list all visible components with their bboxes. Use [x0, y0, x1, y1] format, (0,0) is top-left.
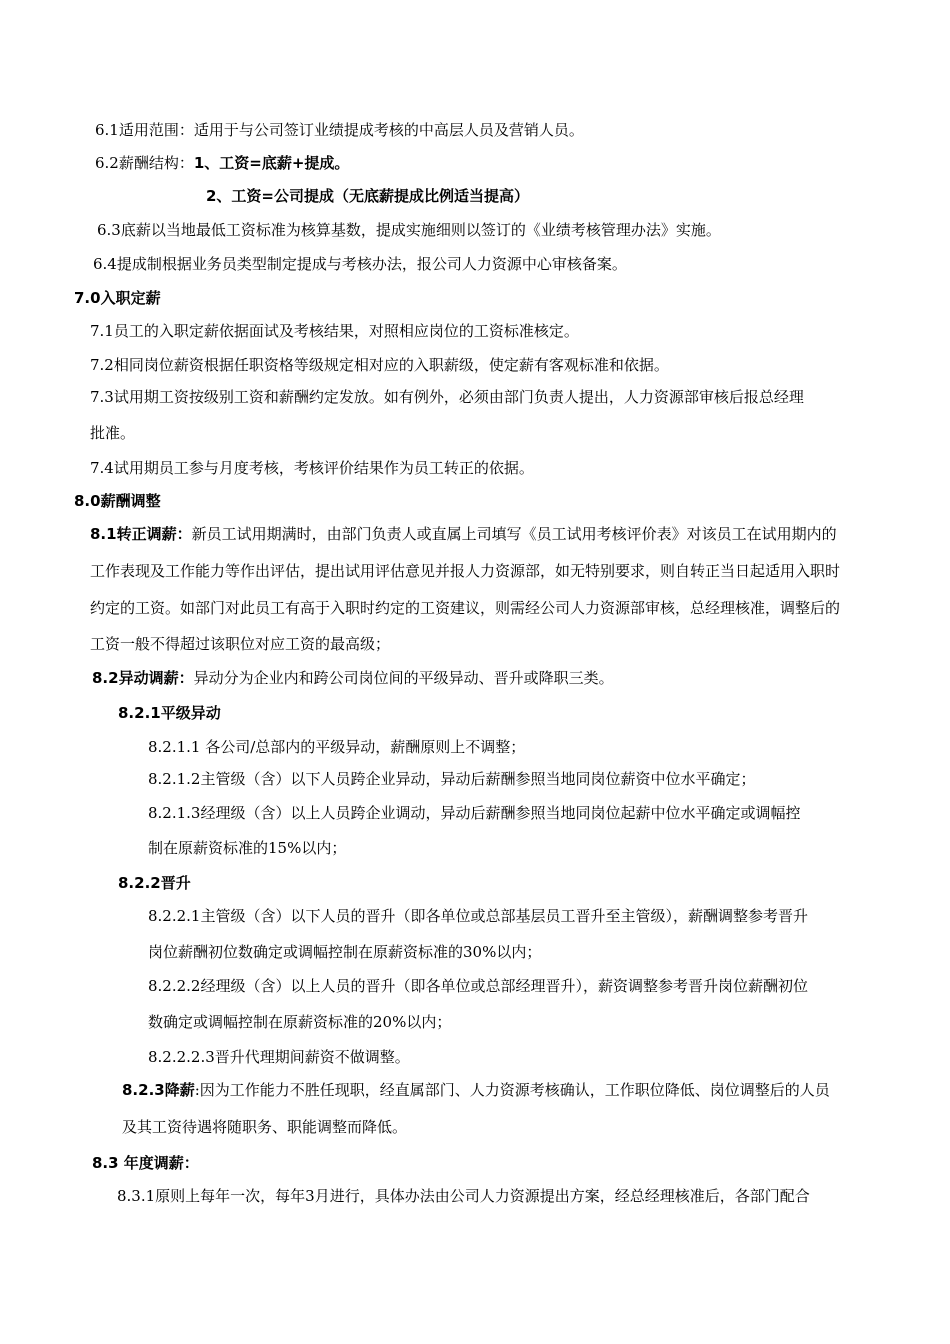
- para-8-2-1-3-line-1: 8.2.1.3经理级（含）以上人员跨企业调动，异动后薪酬参照当地同岗位起薪中位水平确定或调幅控: [148, 804, 801, 822]
- para-6-2-formula-1: 1、工资=底薪+提成。: [193, 154, 350, 172]
- para-8-2-1-1: 8.2.1.1 各公司/总部内的平级异动，薪酬原则上不调整；: [148, 738, 526, 756]
- para-8-2-2-2-3: 8.2.2.2.3晋升代理期间薪资不做调整。: [148, 1048, 410, 1066]
- heading-8-2-2: 8.2.2晋升: [118, 874, 191, 892]
- para-8-2-2-1-line-1: 8.2.2.1主管级（含）以下人员的晋升（即各单位或总部基层员工晋升至主管级），薪酬调整参考晋升: [148, 907, 808, 925]
- para-7-3-line-1: 7.3试用期工资按级别工资和薪酬约定发放。如有例外，必须由部门负责人提出，人力资源部审核后报总经理: [90, 388, 804, 406]
- para-6-2-label: 6.2薪酬结构：: [95, 154, 194, 172]
- para-7-3-line-2: 批准。: [90, 424, 136, 442]
- heading-8-3: 8.3 年度调薪：: [92, 1154, 199, 1172]
- para-6-2: [95, 153, 349, 173]
- para-6-1: 6.1适用范围：适用于与公司签订业绩提成考核的中高层人员及营销人员。: [95, 121, 584, 139]
- para-8-1-line-2: 工作表现及工作能力等作出评估，提出试用评估意见并报人力资源部，如无特别要求，则自转正当日起适用入职时: [90, 562, 841, 580]
- heading-7: 7.0入职定薪: [74, 289, 161, 307]
- para-8-2-text: 异动分为企业内和跨公司岗位间的平级异动、晋升或降职三类。: [193, 669, 614, 687]
- para-8-3-1: 8.3.1原则上每年一次，每年3月进行，具体办法由公司人力资源提出方案，经总经理核准后，各部门配合: [117, 1187, 810, 1205]
- para-7-2: 7.2相同岗位薪资根据任职资格等级规定相对应的入职薪级，使定薪有客观标准和依据。: [90, 356, 669, 374]
- para-8-2-3-line-1: [122, 1080, 830, 1100]
- para-8-2-label: 8.2异动调薪：: [92, 669, 194, 687]
- para-8-1-line-3: 约定的工资。如部门对此员工有高于入职时约定的工资建议，则需经公司人力资源部审核，总经理核准，调整后的: [90, 599, 841, 617]
- para-6-2-formula-2: 2、工资=公司提成（无底薪提成比例适当提高）: [206, 187, 530, 205]
- para-8-1-text: 新员工试用期满时，由部门负责人或直属上司填写《员工试用考核评价表》对该员工在试用期内的: [191, 525, 837, 543]
- para-8-1-line-1: [90, 524, 837, 544]
- para-8-2-2-2-line-1: 8.2.2.2经理级（含）以上人员的晋升（即各单位或总部经理晋升），薪资调整参考晋升岗位薪酬初位: [148, 977, 808, 995]
- para-8-2-1-2: 8.2.1.2主管级（含）以下人员跨企业异动，异动后薪酬参照当地同岗位薪资中位水平确定；: [148, 770, 756, 788]
- para-6-4: 6.4提成制根据业务员类型制定提成与考核办法，报公司人力资源中心审核备案。: [93, 255, 627, 273]
- para-8-1-label: 8.1转正调薪：: [90, 525, 192, 543]
- para-8-2-3-label: 8.2.3降薪: [122, 1081, 195, 1099]
- para-8-2-2-1-line-2: 岗位薪酬初位数确定或调幅控制在原薪资标准的30%以内；: [148, 943, 542, 961]
- heading-8-2-1: 8.2.1平级异动: [118, 704, 221, 722]
- para-7-4: 7.4试用期员工参与月度考核，考核评价结果作为员工转正的依据。: [90, 459, 534, 477]
- para-8-2-3-line-2: 及其工资待遇将随职务、职能调整而降低。: [122, 1118, 408, 1136]
- para-6-3: 6.3底薪以当地最低工资标准为核算基数，提成实施细则以签订的《业绩考核管理办法》实施。: [97, 221, 721, 239]
- para-8-2-1-3-line-2: 制在原薪资标准的15%以内；: [148, 839, 347, 857]
- heading-8: 8.0薪酬调整: [74, 492, 161, 510]
- para-7-1: 7.1员工的入职定薪依据面试及考核结果，对照相应岗位的工资标准核定。: [90, 322, 579, 340]
- para-8-2-2-2-line-2: 数确定或调幅控制在原薪资标准的20%以内；: [148, 1013, 452, 1031]
- para-8-2-3-text: :因为工作能力不胜任现职，经直属部门、人力资源考核确认，工作职位降低、岗位调整后的人员: [194, 1081, 830, 1099]
- para-8-2: [92, 668, 614, 688]
- para-8-1-line-4: 工资一般不得超过该职位对应工资的最高级；: [90, 635, 391, 653]
